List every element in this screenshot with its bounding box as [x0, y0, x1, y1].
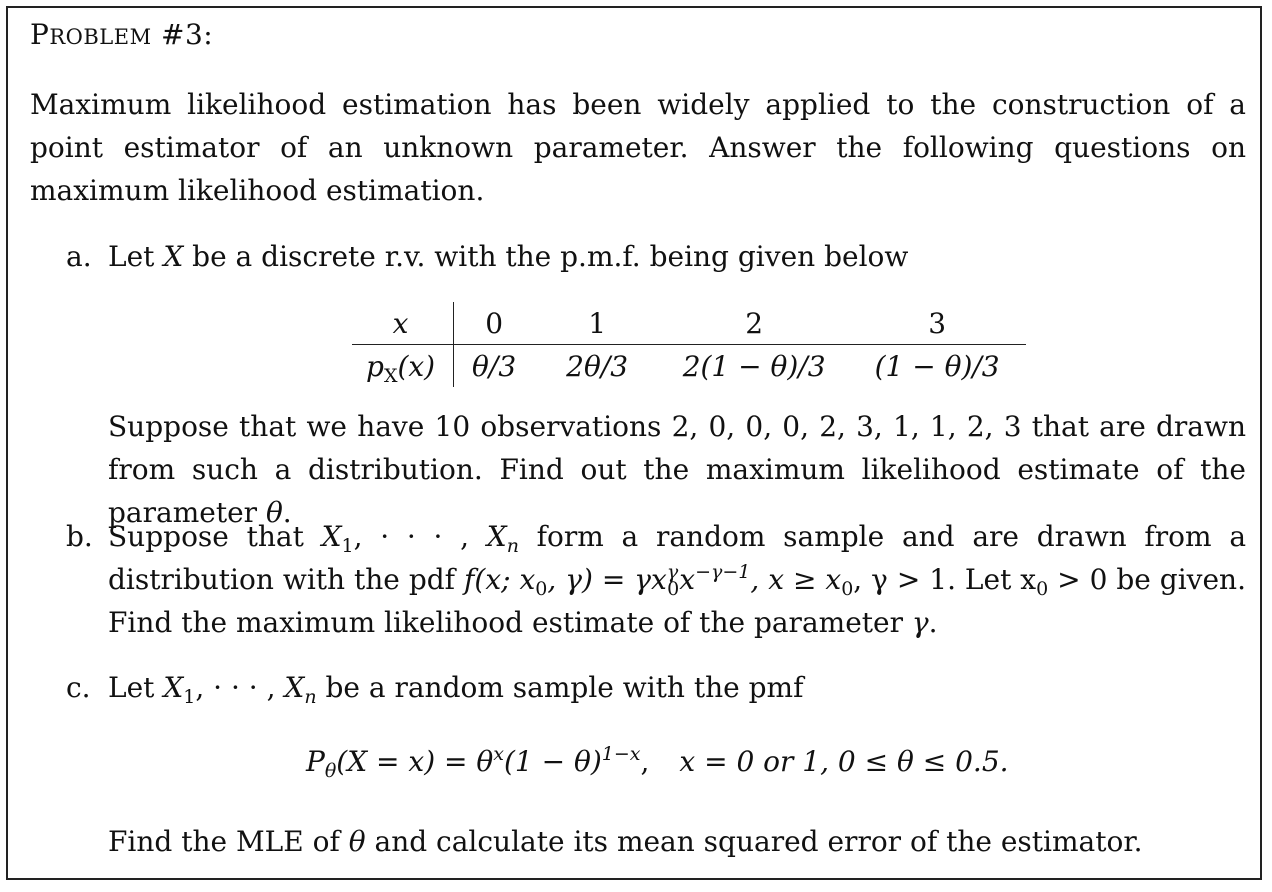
pmf-p-cell: (1 − θ)/3 [874, 349, 1000, 383]
pmf-x-cell: 0 [454, 302, 535, 345]
pmf-row-p [352, 345, 1026, 388]
part-c-text: Let $X_1$, · · · , $X_n$ be a random sample with the pmf [108, 671, 804, 708]
pmf-x-cell: 2 [660, 302, 848, 345]
pmf-p-cell: θ/3 [472, 349, 517, 383]
part-a-obs-text: Suppose that we have 10 observations 2, 0, 0, 0, 2, 3, 1, 1, 2, 3 that are drawn from such a distribution. Find out the maximum likelihood estimate of the parameter θ. [108, 410, 1246, 529]
pmf-x-cell: 1 [534, 302, 660, 345]
part-a-label: a. [66, 240, 92, 273]
part-b-text: Suppose that $X_1$, · · · , $X_n$ form a random sample and are drawn from a distribution with the pdf f(x; $x_0$, $\gamma) = \gamma x^\gamma_0x^{-\gamma-1}$, $x \ge x_0$, γ > 1. Let $x_0 > 0$ be given. Find the maximum likelihood estimate of the parameter γ. [108, 520, 1247, 639]
part-c-label: c. [66, 671, 91, 704]
pmf-x-cell: 3 [848, 302, 1026, 345]
pmf-formula: $P_\theta(X = x) = \theta^x(1 - \theta)^{1-x}$, x = 0 or 1, 0 ≤ θ ≤ 0.5. [306, 743, 1009, 782]
problem-intro: Maximum likelihood estimation has been widely applied to the construction of a point estimator of an unknown parameter. Answer the following questions on maximum likelihood estimation. [30, 88, 1246, 207]
pmf-row-x [352, 302, 1026, 345]
pmf-header-p: $p_X(x)$ [352, 345, 454, 388]
pmf-p-cell: 2θ/3 [566, 349, 629, 383]
pmf-p-cell: 2(1 − θ)/3 [682, 349, 826, 383]
part-b-label: b. [66, 520, 93, 553]
pmf-header-x: x [352, 302, 454, 345]
pmf-table [352, 302, 1026, 387]
part-c-final-text: Find the MLE of θ and calculate its mean squared error of the estimator. [108, 825, 1143, 858]
part-a-text: Let X be a discrete r.v. with the p.m.f. being given below [108, 240, 909, 273]
problem-title: PROBLEM #3: [30, 18, 214, 51]
